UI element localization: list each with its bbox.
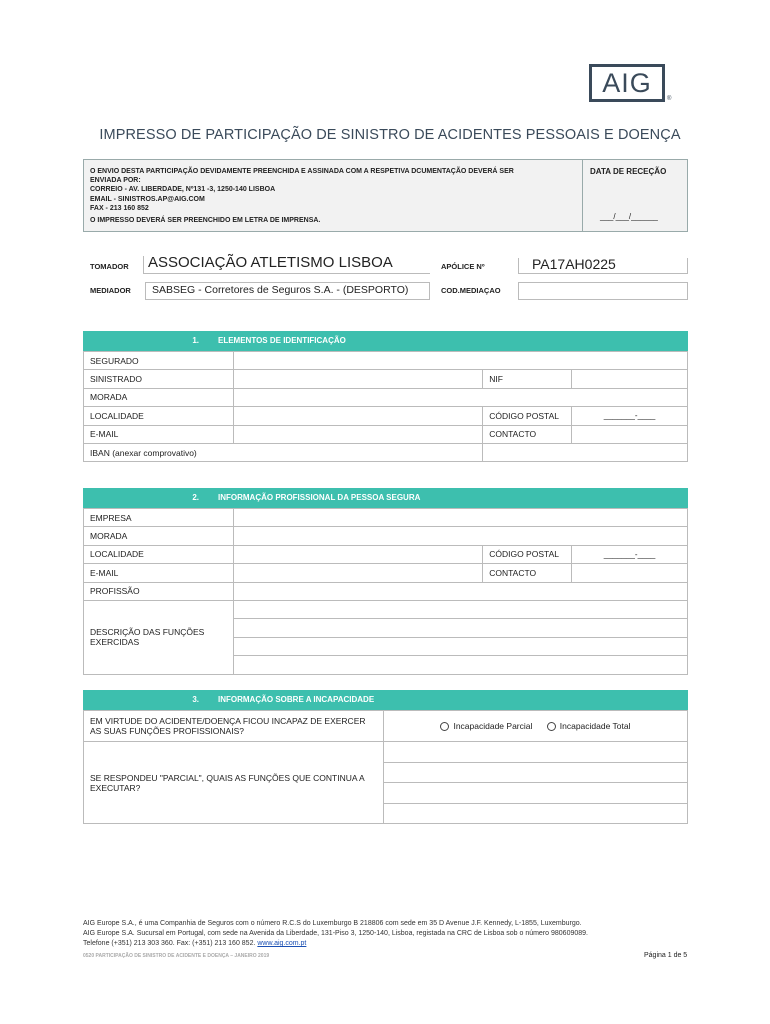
registered-mark: ® [667, 96, 672, 102]
empresa-input[interactable] [233, 509, 687, 527]
table-row [84, 425, 688, 443]
tomador-value: ASSOCIAÇÃO ATLETISMO LISBOA [148, 254, 393, 271]
option-total[interactable] [547, 721, 631, 731]
email-input[interactable] [233, 564, 482, 582]
section-2-header [83, 488, 688, 508]
codigo-postal-label: CÓDIGO POSTAL [483, 545, 572, 563]
table-row [84, 352, 688, 370]
morada-input[interactable] [233, 388, 687, 406]
data-rececao-label: DATA DE RECEÇÃO [590, 167, 667, 176]
descricao-input-line[interactable] [233, 619, 687, 637]
incapacidade-question [84, 711, 384, 742]
incapacidade-options [384, 711, 688, 742]
section-title: INFORMAÇÃO SOBRE A INCAPACIDADE [218, 695, 375, 704]
instruction-line: EMAIL - SINISTROS.AP@AIG.COM [90, 195, 205, 203]
apolice-value: PA17AH0225 [532, 256, 616, 272]
localidade-input[interactable] [233, 545, 482, 563]
contacto-input[interactable] [572, 425, 688, 443]
sinistrado-label: SINISTRADO [84, 370, 234, 388]
data-rececao-field[interactable]: ___/___/______ [600, 212, 658, 221]
aig-logo: AIG [589, 64, 665, 102]
page-title: IMPRESSO DE PARTICIPAÇÃO DE SINISTRO DE ACIDENTES PESSOAIS E DOENÇA [99, 127, 681, 143]
iban-label: IBAN (anexar comprovativo) [84, 443, 483, 461]
section-2-table [83, 508, 688, 675]
tomador-label: TOMADOR [90, 262, 129, 271]
section-title: INFORMAÇÃO PROFISSIONAL DA PESSOA SEGURA [218, 493, 421, 502]
instruction-line: ENVIADA POR: [90, 177, 141, 185]
codmed-field[interactable] [518, 282, 688, 300]
question-line: SE RESPONDEU "PARCIAL", QUAIS AS FUNÇÕES QUE CONTINUA A [90, 772, 365, 783]
instruction-line: O ENVIO DESTA PARTICIPAÇÃO DEVIDAMENTE PREENCHIDA E ASSINADA COM A RESPETIVA DCUMENTAÇÃO DEVERÁ SER [90, 168, 514, 175]
profissao-input[interactable] [233, 582, 687, 600]
funcoes-question [84, 742, 384, 824]
table-row [84, 711, 688, 742]
iban-input[interactable] [483, 443, 688, 461]
codmed-label: COD.MEDIAÇAO [441, 286, 501, 295]
table-row [84, 545, 688, 563]
footer-legal [83, 919, 703, 949]
section-title: ELEMENTOS DE IDENTIFICAÇÃO [218, 336, 346, 345]
radio-icon[interactable] [440, 722, 449, 731]
segurado-label: SEGURADO [84, 352, 234, 370]
morada-label: MORADA [84, 388, 234, 406]
section-3-table [83, 710, 688, 824]
option-parcial[interactable] [440, 721, 532, 731]
table-row [84, 600, 688, 618]
localidade-label: LOCALIDADE [84, 407, 234, 425]
footer-line [83, 939, 703, 949]
page-number: Página 1 de 5 [644, 952, 688, 959]
question-line: EM VIRTUDE DO ACIDENTE/DOENÇA FICOU INCAPAZ DE EXERCER [90, 716, 366, 726]
sinistrado-input[interactable] [233, 370, 482, 388]
descricao-input-line[interactable] [233, 637, 687, 655]
question-line: AS SUAS FUNÇÕES PROFISSIONAIS? [90, 726, 244, 736]
apolice-label: APÓLICE Nº [441, 262, 485, 271]
codigo-postal-label: CÓDIGO POSTAL [483, 407, 572, 425]
localidade-input[interactable] [233, 407, 482, 425]
funcoes-input-line[interactable] [384, 783, 688, 804]
section-number: 1. [192, 336, 199, 345]
section-number: 3. [192, 695, 199, 704]
mediador-label: MEDIADOR [90, 286, 131, 295]
descricao-label: DESCRIÇÃO DAS FUNÇÕES EXERCIDAS [84, 600, 234, 674]
option-parcial-label: Incapacidade Parcial [453, 720, 533, 731]
morada-input[interactable] [233, 527, 687, 545]
codigo-postal-input[interactable]: _______-____ [572, 545, 688, 563]
instruction-line: CORREIO - AV. LIBERDADE, Nº131 -3, 1250-140 LISBOA [90, 186, 276, 194]
radio-icon[interactable] [547, 722, 556, 731]
nif-input[interactable] [572, 370, 688, 388]
descricao-input-line[interactable] [233, 600, 687, 618]
table-row [84, 582, 688, 600]
mediador-value: SABSEG - Corretores de Seguros S.A. - (DESPORTO) [152, 284, 409, 296]
section-3-header [83, 690, 688, 710]
section-1-table [83, 351, 688, 462]
email-label: E-MAIL [84, 425, 234, 443]
funcoes-input-line[interactable] [384, 803, 688, 824]
empresa-label: EMPRESA [84, 509, 234, 527]
morada-label: MORADA [84, 527, 234, 545]
document-code: 0520 PARTICIPAÇÃO DE SINISTRO DE ACIDENTE E DOENÇA – JANEIRO 2019 [83, 953, 270, 959]
email-input[interactable] [233, 425, 482, 443]
footer-line: AIG Europe S.A., é uma Companhia de Seguros com o número R.C.S do Luxemburgo B 218806 com sede em 35 D Avenue J.F. Kennedy, L-1855, Luxemburgo. [83, 920, 582, 927]
contacto-input[interactable] [572, 564, 688, 582]
email-label: E-MAIL [84, 564, 234, 582]
question-line: EXECUTAR? [90, 782, 141, 793]
section-1-header [83, 331, 688, 351]
table-row [84, 443, 688, 461]
table-row [84, 564, 688, 582]
instruction-line: FAX - 213 160 852 [90, 204, 149, 212]
footer-line: AIG Europe S.A. Sucursal em Portugal, com sede na Avenida da Liberdade, 131-Piso 3, 1250-140, Lisboa, registada na CRC de Lisboa sob o número 980609089. [83, 930, 588, 937]
table-row [84, 407, 688, 425]
instructions-text [90, 167, 570, 213]
segurado-input[interactable] [233, 352, 687, 370]
descricao-input-line[interactable] [233, 656, 687, 674]
table-row [84, 388, 688, 406]
codigo-postal-input[interactable]: _______-____ [572, 407, 688, 425]
website-link[interactable]: www.aig.com.pt [257, 940, 307, 947]
section-number: 2. [192, 493, 199, 502]
table-row [84, 509, 688, 527]
localidade-label: LOCALIDADE [84, 545, 234, 563]
contacto-label: CONTACTO [483, 564, 572, 582]
footer-contacts: Telefone (+351) 213 303 360. Fax: (+351) 213 160 852. [83, 940, 258, 947]
table-row [84, 527, 688, 545]
table-row [84, 742, 688, 763]
option-total-label: Incapacidade Total [559, 720, 631, 731]
instructions-note: O IMPRESSO DEVERÁ SER PREENCHIDO EM LETRA DE IMPRENSA. [90, 217, 321, 224]
profissao-label: PROFISSÃO [84, 582, 234, 600]
contacto-label: CONTACTO [483, 425, 572, 443]
funcoes-input-line[interactable] [384, 742, 688, 763]
table-row [84, 370, 688, 388]
nif-label: NIF [483, 370, 572, 388]
funcoes-input-line[interactable] [384, 762, 688, 783]
